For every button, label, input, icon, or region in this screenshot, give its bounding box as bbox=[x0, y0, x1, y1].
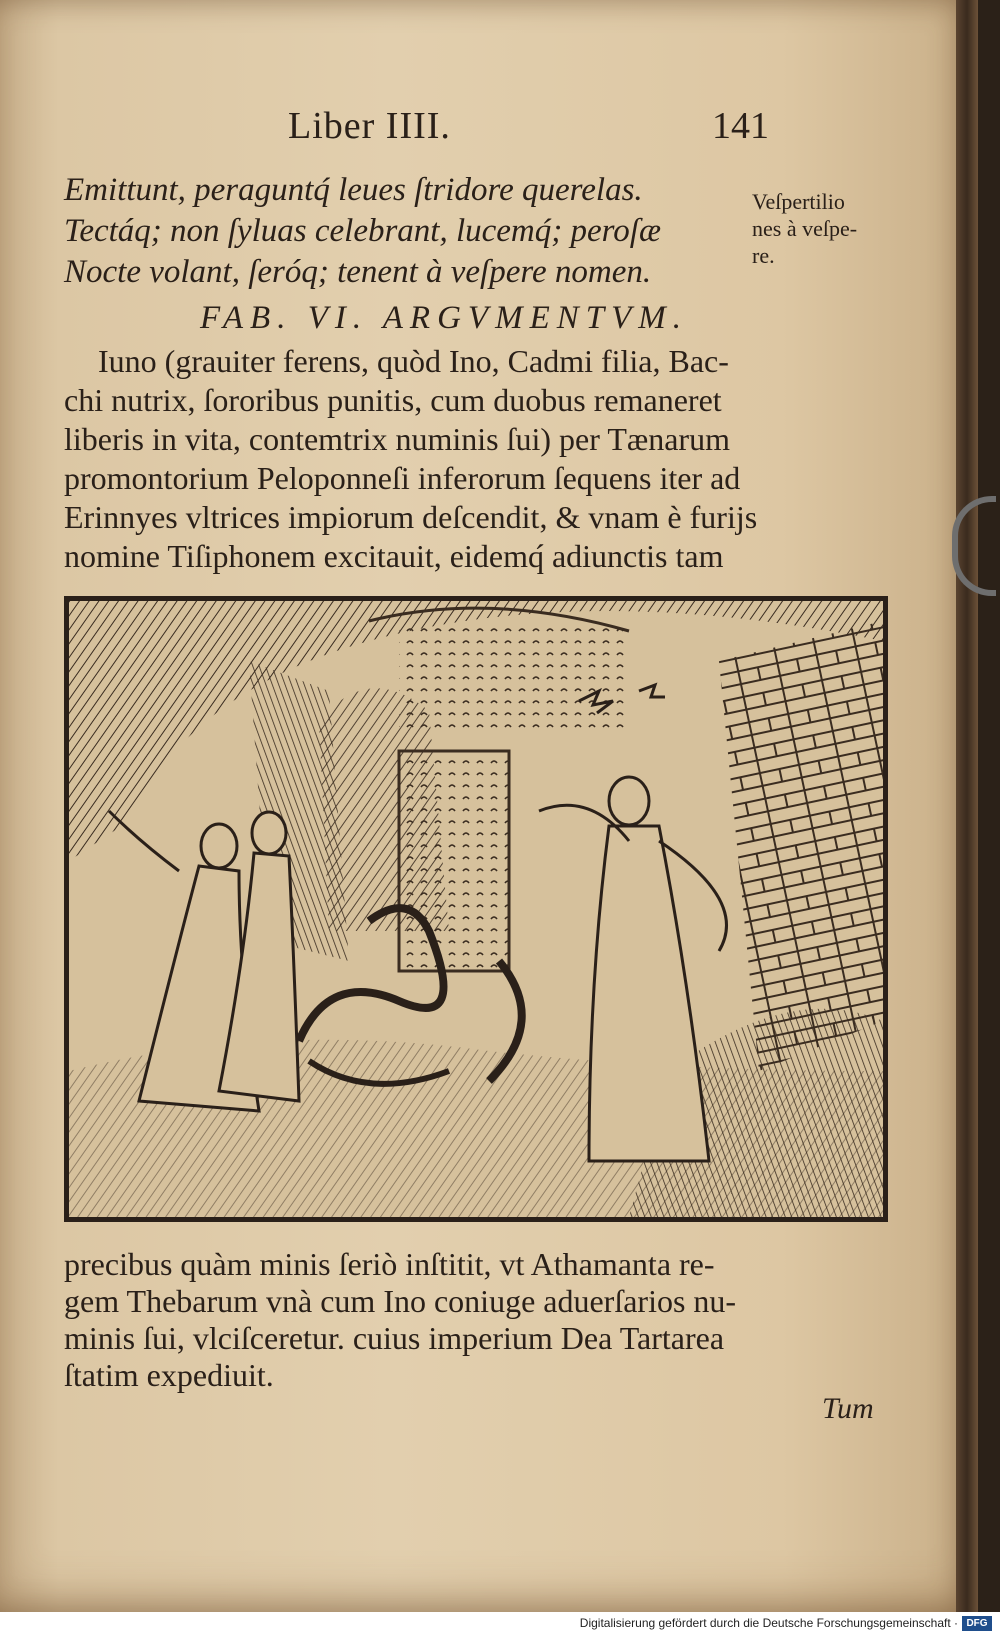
continuation-line: minis ſui, vlciſceretur. cuius imperium Dea Tartarea bbox=[64, 1320, 725, 1356]
argument-line: Iuno (grauiter ferens, quòd Ino, Cadmi filia, Bac- bbox=[98, 343, 729, 379]
verse-line: Nocte volant, ſeróq; tenent à veſpere nomen. bbox=[64, 254, 652, 290]
verse-line: Tectáq; non ſyluas celebrant, lucemq́; peroſæ bbox=[64, 213, 661, 249]
argument-line: chi nutrix, ſororibus punitis, cum duobus remaneret bbox=[64, 382, 722, 418]
footer-credit: Digitalisierung gefördert durch die Deutsche Forschungsgemeinschaft · bbox=[579, 1616, 958, 1630]
digitization-footer bbox=[0, 1612, 1000, 1636]
woodcut-drawing bbox=[69, 601, 883, 1217]
verse-line: Emittunt, peraguntq́ leues ſtridore querelas. bbox=[64, 172, 643, 208]
catchword: Tum bbox=[822, 1392, 874, 1425]
marginal-note bbox=[752, 188, 902, 269]
argument-line: promontorium Peloponneſi inferorum ſequens iter ad bbox=[64, 460, 741, 496]
page-edge bbox=[956, 0, 978, 1612]
folio-number: 141 bbox=[712, 105, 769, 147]
marginal-line: re. bbox=[752, 243, 775, 268]
continuation-paragraph bbox=[64, 1246, 894, 1394]
woodcut-illustration bbox=[64, 596, 888, 1222]
argument-paragraph bbox=[64, 342, 884, 576]
fable-heading: FAB. VI. ARGVMENTVM. bbox=[200, 300, 688, 336]
continuation-line: precibus quàm minis ſeriò inſtitit, vt Athamanta re- bbox=[64, 1246, 715, 1282]
argument-line: Erinnyes vltrices impiorum deſcendit, & vnam è furijs bbox=[64, 499, 758, 535]
running-title: Liber IIII. bbox=[288, 105, 451, 147]
continuation-line: ſtatim expediuit. bbox=[64, 1357, 274, 1393]
page-header bbox=[0, 104, 978, 158]
marginal-line: Veſpertilio bbox=[752, 189, 845, 214]
dfg-logo-icon: DFG bbox=[962, 1616, 992, 1631]
argument-line: liberis in vita, contemtrix numinis ſui) per Tænarum bbox=[64, 421, 730, 457]
argument-line: nomine Tiſiphonem excitauit, eidemq́ adiunctis tam bbox=[64, 538, 724, 574]
marginal-line: nes à veſpe- bbox=[752, 216, 858, 241]
verse-block bbox=[64, 170, 704, 293]
continuation-line: gem Thebarum vnà cum Ino coniuge aduerſarios nu- bbox=[64, 1283, 737, 1319]
